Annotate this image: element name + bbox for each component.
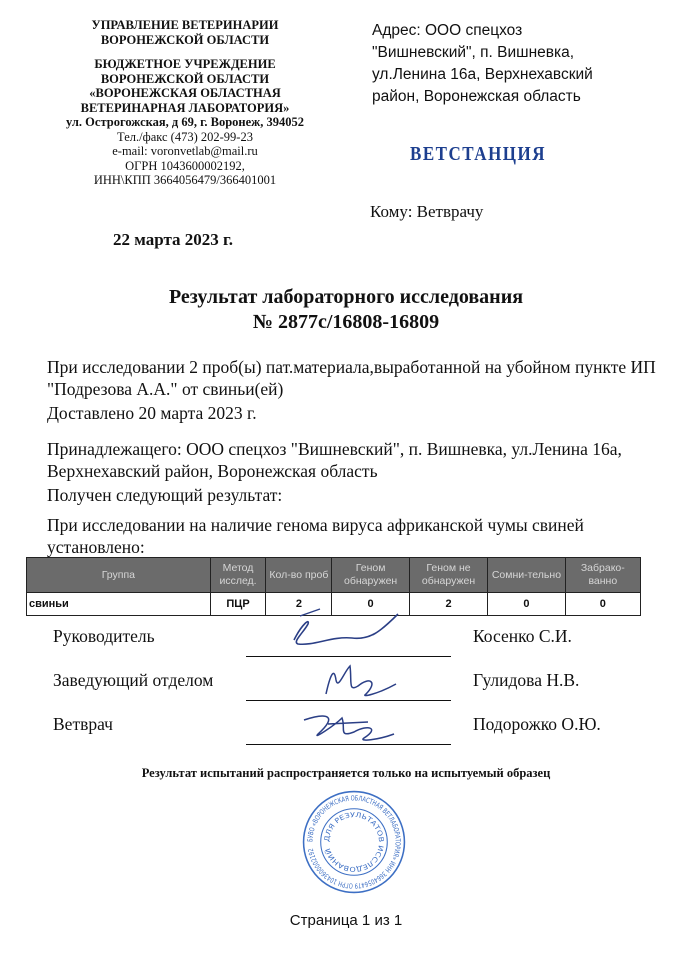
table-row [27, 593, 641, 616]
intro-paragraph: При исследовании 2 проб(ы) пат.материала,выработанной на убойном пункте ИП "Подрезова А.А." от свиньи(ей) [47, 357, 656, 399]
cell-rejected: 0 [565, 593, 640, 616]
signature-line [246, 656, 451, 657]
cell-genome-detected: 0 [332, 593, 409, 616]
validity-note: Результат испытаний распространяется только на испытуемый образец [141, 766, 551, 780]
seal-inner-text: ДЛЯ РЕЗУЛЬТАТОВ ИССЛЕДОВАНИЙ [322, 810, 386, 874]
org-name-line: ВОРОНЕЖСКОЙ ОБЛАСТИ [100, 71, 270, 86]
recipient-to: Кому: Ветврачу [370, 202, 484, 221]
recipient-address-line: район, Воронежская область [372, 88, 581, 105]
title-line: Результат лабораторного исследования [168, 286, 524, 308]
signature-line [246, 744, 451, 745]
signature-role: Заведующий отделом [53, 670, 214, 690]
authority-line: ВОРОНЕЖСКОЙ ОБЛАСТИ [100, 32, 270, 47]
report-number: № 2877с/16808-16809 [252, 311, 440, 333]
column-header-genome-detected: Геном обнаружен [332, 558, 409, 593]
authority-line: УПРАВЛЕНИЕ ВЕТЕРИНАРИИ [91, 18, 279, 32]
recipient-address-line: ул.Ленина 16а, Верхнехавский [372, 66, 593, 83]
result-intro: Получен следующий результат: [47, 485, 283, 505]
column-header-genome-not-detected: Геном не обнаружен [409, 558, 487, 593]
column-header-rejected: Забрако-ванно [565, 558, 640, 593]
official-seal [302, 790, 406, 894]
findings-paragraph: При исследовании на наличие генома вируса африканской чумы свиней установлено: [47, 515, 584, 557]
lab-address: ул. Острогожская, д 69, г. Воронеж, 394052 [65, 115, 304, 129]
cell-genome-not-detected: 2 [409, 593, 487, 616]
results-table [26, 557, 641, 616]
lab-inn-kpp: ИНН\КПП 3664056479/366401001 [93, 173, 277, 187]
recipient-address-line: "Вишневский", п. Вишневка, [372, 44, 575, 61]
org-name-line: «ВОРОНЕЖСКАЯ ОБЛАСТНАЯ [89, 86, 281, 100]
owner-paragraph: Принадлежащего: ООО спецхоз "Вишневский", п. Вишневка, ул.Ленина 16а, Верхнехавский район, Воронежская область [47, 439, 622, 481]
column-header-group: Группа [27, 558, 211, 593]
document-date: 22 марта 2023 г. [113, 230, 234, 249]
signature-row-veterinarian [53, 714, 653, 750]
recipient-address [372, 20, 672, 108]
signature-row-head [53, 626, 653, 662]
signature-role: Ветврач [53, 714, 113, 734]
signatory-name: Косенко С.И. [473, 626, 572, 646]
signatory-name: Подорожко О.Ю. [473, 714, 601, 734]
cell-sample-count: 2 [266, 593, 332, 616]
page-counter: Страница 1 из 1 [289, 912, 403, 929]
document-title [0, 285, 692, 335]
cell-doubtful: 0 [488, 593, 565, 616]
cell-group: свиньи [27, 593, 211, 616]
svg-text:ДЛЯ РЕЗУЛЬТАТОВ ИССЛЕДОВАНИЙ [323, 811, 385, 873]
signature-role: Руководитель [53, 626, 155, 646]
station-stamp: ВЕТСТАНЦИЯ [410, 142, 547, 165]
org-name-line: ВЕТЕРИНАРНАЯ ЛАБОРАТОРИЯ» [80, 100, 290, 115]
signature-line [246, 700, 451, 701]
lab-phone: Тел./факс (473) 202-99-23 [117, 129, 253, 144]
lab-header [40, 18, 330, 188]
signatory-name: Гулидова Н.В. [473, 670, 580, 690]
seal-outer-text: БУВО «ВОРОНЕЖСКАЯ ОБЛАСТНАЯ ВЕТЛАБОРАТОРИЯ» ИНН 3664056479 ОГРН 1043600002192 [305, 793, 403, 891]
signature-row-department-head [53, 670, 653, 706]
column-header-sample-count: Кол-во проб [266, 558, 332, 593]
org-name-line: БЮДЖЕТНОЕ УЧРЕЖДЕНИЕ [94, 57, 276, 71]
cell-method: ПЦР [210, 593, 266, 616]
recipient-address-line: Адрес: ООО спецхоз [372, 22, 523, 39]
column-header-doubtful: Сомни-тельно [488, 558, 565, 593]
lab-email: e-mail: voronvetlab@mail.ru [112, 144, 258, 158]
table-header-row [27, 558, 641, 593]
delivered-paragraph: Доставлено 20 марта 2023 г. [47, 403, 257, 423]
svg-text:БУВО «ВОРОНЕЖСКАЯ ОБЛАСТНАЯ ВЕ [305, 793, 402, 890]
column-header-method: Метод исслед. [210, 558, 266, 593]
lab-ogrn: ОГРН 1043600002192, [125, 158, 245, 173]
